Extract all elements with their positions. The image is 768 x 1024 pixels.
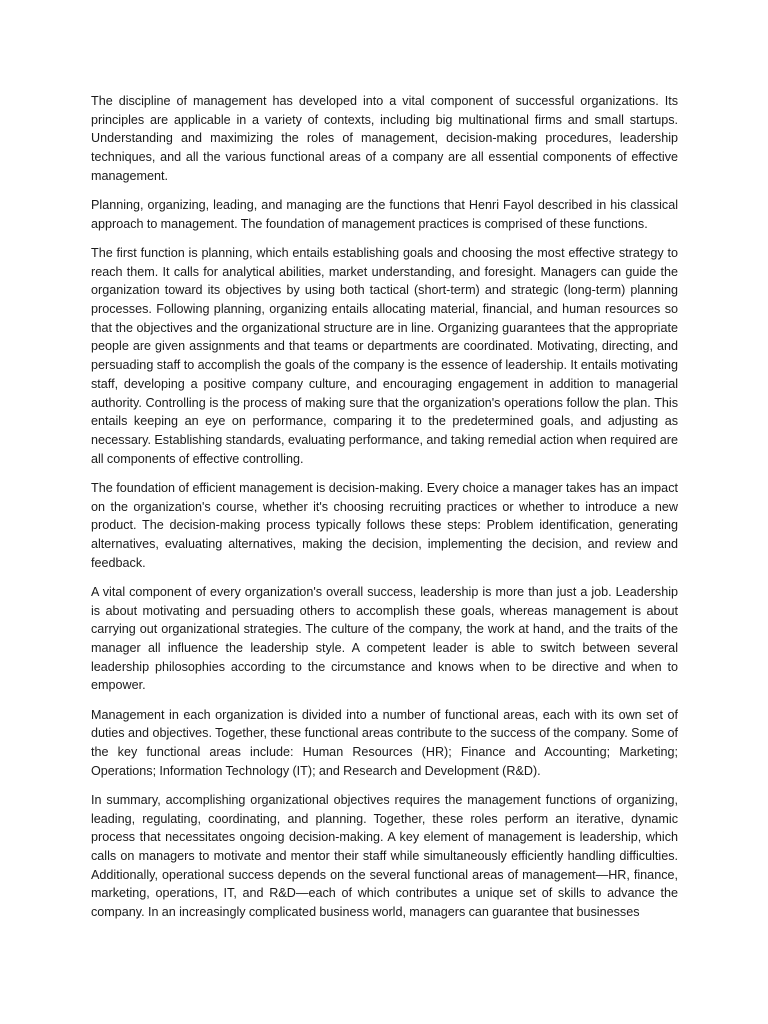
paragraph-summary: In summary, accomplishing organizational objectives requires the management functions of organizing, leading, regulating, coordinating, and planning. Together, these roles perform an iterative, dynamic process that necessitates ongoing decision-making. A key element of management is leadership, which calls on managers to motivate and mentor their staff while simultaneously efficiently handling difficulties. Additionally, operational success depends on the several functional areas of management—HR, finance, marketing, operations, IT, and R&D—each of which contributes a unique set of skills to advance the company. In an increasingly complicated business world, managers can guarantee that businesses: [91, 792, 678, 920]
paragraph-functional-areas: Management in each organization is divided into a number of functional areas, each with its own set of duties and objectives. Together, these functional areas contribute to the success of the company. Some of the key functional areas include: Human Resources (HR); Finance and Accounting; Marketing; Operations; Information Technology (IT); and Research and Development (R&D).: [91, 707, 678, 778]
paragraph-introduction: The discipline of management has developed into a vital component of successful organizations. Its principles are applicable in a variety of contexts, including big multinational firms and small startups. Understanding and maximizing the roles of management, decision-making procedures, leadership techniques, and all the various functional areas of a company are all essential components of effective management.: [91, 94, 678, 183]
paragraph-decision-making: The foundation of efficient management is decision-making. Every choice a manager takes has an impact on the organization's course, whether it's choosing recruiting practices or whether to introduce a new product. The decision-making process typically follows these steps: Problem identification, generating alternatives, evaluating alternatives, making the decision, implementing the decision, and review and feedback.: [91, 480, 678, 570]
paragraph-leadership: A vital component of every organization's overall success, leadership is more than just a job. Leadership is about motivating and persuading others to accomplish these goals, whereas management is about carrying out organizational strategies. The culture of the company, the work at hand, and the traits of the manager all influence the leadership style. A competent leader is able to switch between several leadership philosophies according to the circumstance and knows when to be directive and when to empower.: [91, 584, 678, 693]
paragraph-fayol-functions: Planning, organizing, leading, and managing are the functions that Henri Fayol described in his classical approach to management. The foundation of management practices is comprised of these functions.: [91, 198, 678, 231]
paragraph-management-functions: The first function is planning, which entails establishing goals and choosing the most effective strategy to reach them. It calls for analytical abilities, market understanding, and foresight. Managers can guide the organization toward its objectives by using both tactical (short-term) and strategic (long-term) planning processes. Following planning, organizing entails allocating material, financial, and human resources so that the objectives and the organizational structure are in line. Organizing guarantees that the appropriate people are given assignments and that teams or departments are coordinated. Motivating, directing, and persuading staff to accomplish the goals of the company is the essence of leadership. It entails motivating staff, developing a positive company culture, and encouraging engagement in addition to managerial authority. Controlling is the process of making sure that the organization's operations follow the plan. This entails keeping an eye on performance, comparing it to the predetermined goals, and adjusting as necessary. Establishing standards, evaluating performance, and taking remedial action when required are all components of effective controlling.: [91, 245, 678, 466]
document-body: [91, 92, 678, 932]
